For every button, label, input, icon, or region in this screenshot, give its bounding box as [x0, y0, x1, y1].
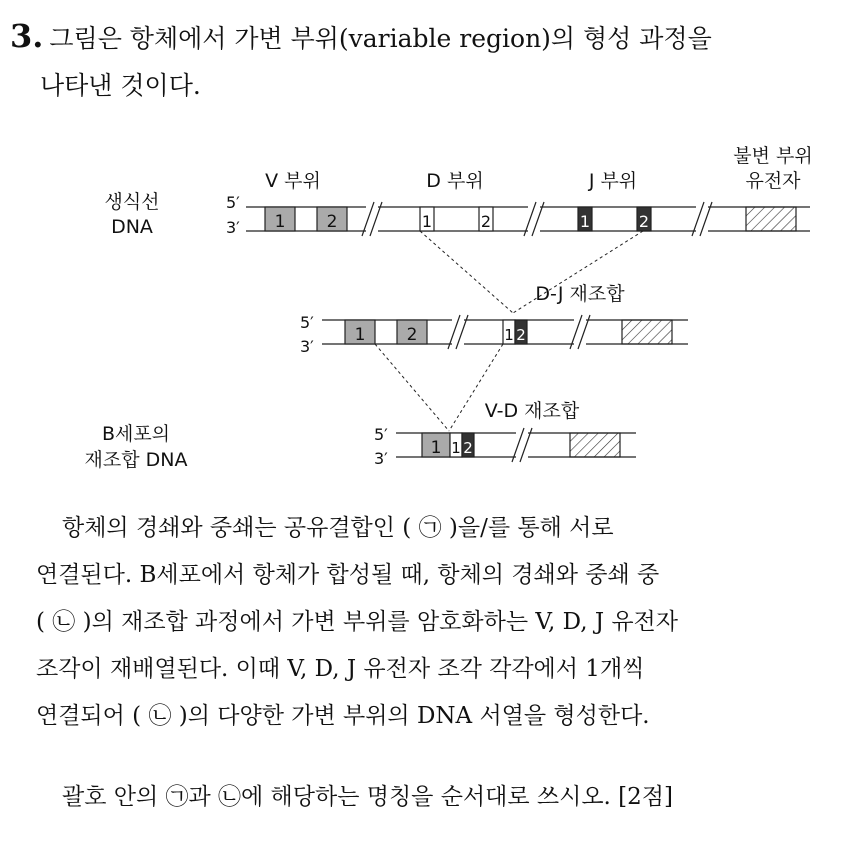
j2-number: 2: [516, 326, 526, 344]
germline-label-line2: DNA: [111, 216, 153, 238]
d2-number: 2: [480, 212, 492, 231]
five-prime-label: 5′: [226, 193, 240, 212]
paragraph-line-2: 연결된다. B세포에서 항체가 합성될 때, 항체의 경쇄와 중쇄 중: [36, 562, 660, 588]
constant-segment: [622, 320, 672, 344]
three-prime-label: 3′: [226, 218, 240, 237]
j-region-label: J 부위: [588, 170, 638, 192]
question-number: 3.: [10, 17, 44, 55]
germline-dna-strand: [246, 202, 810, 236]
paragraph-text: 항체의 경쇄와 중쇄는 공유결합인 ( ㉠ )을/를 통해 서로: [62, 515, 614, 541]
paragraph-line-5: 연결되어 ( ㉡ )의 다양한 가변 부위의 DNA 서열을 형성한다.: [36, 703, 650, 729]
three-prime-label: 3′: [300, 337, 314, 356]
j1-number: 1: [579, 212, 591, 231]
constant-label-line1: 불변 부위: [733, 145, 813, 167]
bcell-label-line1: B세포의: [101, 423, 171, 445]
question-text-line2: 나타낸 것이다.: [40, 71, 201, 100]
d-region-label: D 부위: [426, 170, 484, 192]
question-header: [10, 18, 850, 57]
bcell-label-line2: 재조합 DNA: [84, 449, 188, 470]
v-region-label: V 부위: [265, 170, 321, 192]
v1-number: 1: [354, 325, 366, 345]
dj-recombined-strand: [322, 315, 688, 349]
paragraph-line-3: ( ㉡ )의 재조합 과정에서 가변 부위를 암호화하는 V, D, J 유전자: [36, 609, 678, 635]
vd-recombination-label: V-D 재조합: [484, 400, 580, 422]
question-text-line1: 그림은 항체에서 가변 부위(variable region)의 형성 과정을: [49, 24, 712, 53]
v2-number: 2: [406, 325, 418, 345]
five-prime-label: 5′: [374, 425, 388, 444]
v1-number: 1: [430, 438, 442, 458]
d1-number: 1: [451, 439, 461, 457]
vdj-recombination-diagram: [0, 130, 864, 470]
j2-number: 2: [463, 439, 473, 457]
question-prompt: 괄호 안의 ㉠과 ㉡에 해당하는 명칭을 순서대로 쓰시오. [2점]: [62, 784, 673, 810]
v1-number: 1: [274, 212, 286, 232]
paragraph-line-1: [36, 505, 836, 552]
five-prime-label: 5′: [300, 313, 314, 332]
j2-number: 2: [638, 212, 650, 231]
paragraph-line-4: 조각이 재배열된다. 이때 V, D, J 유전자 조각 각각에서 1개씩: [36, 656, 645, 682]
constant-label-line2: 유전자: [745, 170, 801, 192]
germline-label-line1: 생식선: [104, 191, 160, 213]
d1-number: 1: [504, 326, 514, 344]
three-prime-label: 3′: [374, 449, 388, 468]
bcell-recombined-strand: [396, 428, 636, 462]
v2-number: 2: [326, 212, 338, 232]
dj-recombination-label: D-J 재조합: [535, 283, 625, 305]
d1-number: 1: [421, 212, 433, 231]
constant-segment: [746, 207, 796, 231]
constant-segment: [570, 433, 620, 457]
